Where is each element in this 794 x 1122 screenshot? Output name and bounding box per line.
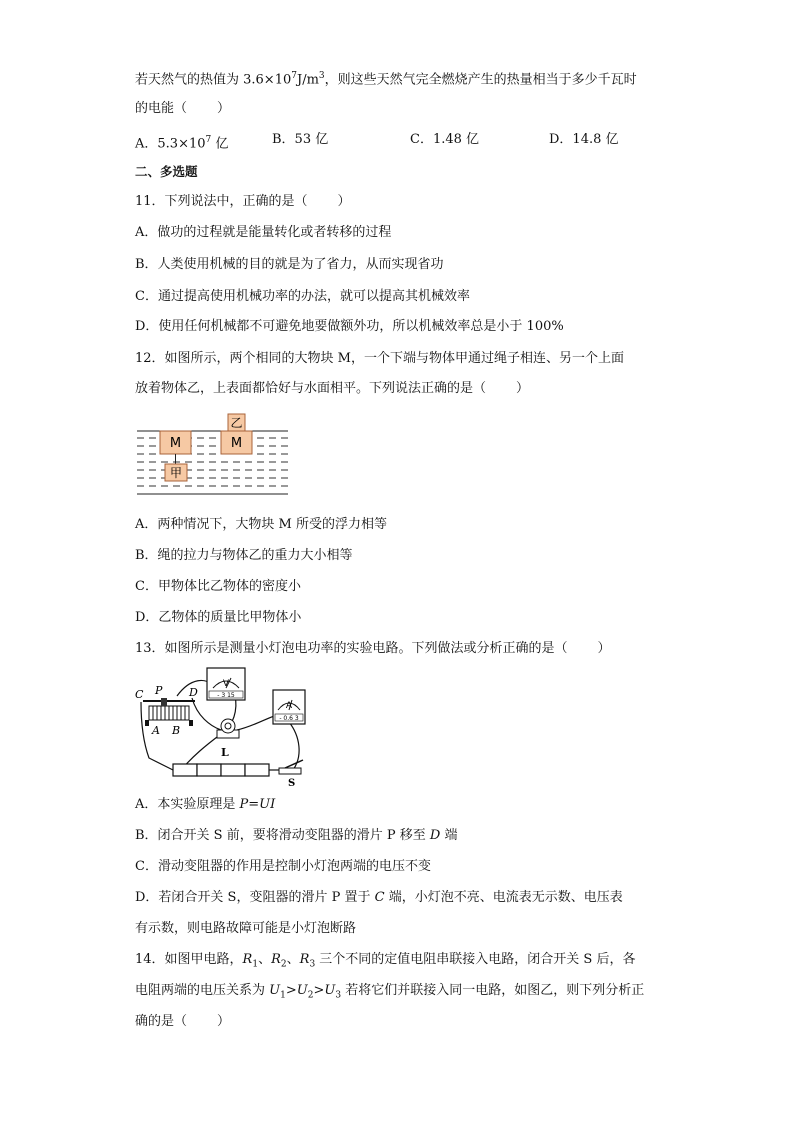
q11-text: 11．下列说法中，正确的是（ (135, 194, 308, 209)
q14-text: 、 (258, 952, 272, 967)
label-c: C (135, 688, 144, 701)
q12-option-a[interactable]: A．两种情况下，大物块 M 所受的浮力相等 (135, 517, 387, 532)
q10-option-d[interactable]: D．14.8 亿 (549, 132, 619, 147)
q10-text: 若天然气的热值为 3.6×10 (135, 72, 292, 88)
q13-italic: D (429, 828, 441, 843)
q14-text: 若将它们并联接入同一电路，如图乙，则下列分析正 (341, 983, 645, 998)
q13-option-text: 端，小灯泡不亮、电流表无示数、电压表 (384, 890, 623, 905)
q10-option-a[interactable] (135, 131, 228, 153)
block-m-right-label: M (230, 436, 243, 451)
q13-text: ） (597, 641, 611, 656)
label-s: S (288, 778, 296, 788)
switch (279, 760, 303, 774)
q13-figure-circuit (135, 666, 315, 788)
q12-option-d[interactable]: D．乙物体的质量比甲物体小 (135, 610, 302, 625)
q13-option-b[interactable] (135, 827, 457, 845)
q10-line-2 (135, 100, 230, 118)
battery-pack (173, 764, 277, 776)
q14-text: 确的是（ (135, 1014, 188, 1029)
q10-text: ） (217, 101, 231, 116)
voltmeter-symbol: V (222, 679, 230, 689)
label-p: P (155, 684, 163, 697)
q12-text: 放着物体乙，上表面都恰好与水面相平。下列说法正确的是（ (135, 381, 487, 396)
q13-option-text: A．本实验原理是 (135, 797, 240, 812)
q14-text: 电阻两端的电压关系为 (135, 983, 270, 998)
label-l: L (221, 746, 229, 759)
q10-sup: 7 (205, 135, 212, 145)
q13-option-text: 端 (440, 828, 458, 843)
q13-formula: P=UI (239, 797, 276, 812)
q13-option-d[interactable] (135, 889, 623, 907)
q11-option-a[interactable]: A．做功的过程就是能量转化或者转移的过程 (135, 225, 392, 240)
q14-text: > (285, 983, 297, 998)
q10-text: J/m (296, 72, 319, 88)
q14-sub: 3 (335, 990, 342, 1001)
q10-option-b[interactable]: B．53 亿 (272, 132, 329, 147)
q13-option-d-cont: 有示数，则电路故障可能是小灯泡断路 (135, 921, 357, 936)
q14-text: ） (217, 1014, 231, 1029)
q13-text: 13．如图所示是测量小灯泡电功率的实验电路。下列做法或分析正确的是（ (135, 641, 568, 656)
rheostat (143, 698, 195, 726)
q14-sub: 2 (280, 959, 287, 970)
q13-option-text: B．闭合开关 S 前，要将滑动变阻器的滑片 P 移至 (135, 828, 430, 843)
q12-option-c[interactable]: C．甲物体比乙物体的密度小 (135, 579, 301, 594)
q14-var: R (271, 952, 281, 967)
q14-var: R (242, 952, 253, 967)
block-m-left-label: M (169, 436, 182, 451)
q10-option-text: 亿 (211, 136, 229, 152)
q10-sup: 7 (291, 71, 297, 81)
q10-line-1 (135, 67, 637, 89)
light-bulb (217, 719, 239, 738)
ammeter-symbol: A (285, 701, 293, 711)
q14-var: U (296, 983, 308, 998)
q14-stem-1 (135, 951, 635, 974)
q14-var: U (324, 983, 336, 998)
q14-text: 三个不同的定值电阻串联接入电路，闭合开关 S 后，各 (315, 952, 636, 967)
q14-text: > (313, 983, 325, 998)
q11-stem (135, 193, 351, 211)
q14-sub: 2 (307, 990, 314, 1001)
q13-option-a[interactable] (135, 796, 275, 814)
q14-text: 14．如图甲电路， (135, 952, 243, 967)
q10-option-text: A．5.3×10 (135, 136, 206, 152)
q12-option-b[interactable]: B．绳的拉力与物体乙的重力大小相等 (135, 548, 353, 563)
q13-stem (135, 640, 611, 658)
q14-stem-2 (135, 982, 644, 1005)
q14-sub: 1 (252, 959, 259, 970)
q10-sup: 3 (318, 71, 325, 81)
q14-sub: 1 (280, 990, 286, 1001)
q14-var: R (299, 952, 310, 967)
q12-stem-1: 12．如图所示，两个相同的大物块 M，一个下端与物体甲通过绳子相连、另一个上面 (135, 351, 624, 366)
q13-option-text: D．若闭合开关 S，变阻器的滑片 P 置于 (135, 890, 375, 905)
q12-figure-water-tank (135, 412, 290, 498)
q10-option-c[interactable]: C．1.48 亿 (410, 132, 480, 147)
label-b: B (172, 724, 181, 737)
section-heading: 二、多选题 (135, 164, 198, 179)
q12-text: ） (516, 381, 530, 396)
q11-option-c[interactable]: C．通过提高使用机械功率的办法，就可以提高其机械效率 (135, 289, 470, 304)
q14-var: U (269, 983, 281, 998)
object-yi-label: 乙 (230, 416, 243, 430)
q14-text: 、 (286, 952, 300, 967)
q12-stem-2 (135, 380, 529, 398)
q14-sub: 3 (309, 959, 316, 970)
label-a: A (152, 724, 160, 737)
label-d: D (189, 686, 198, 699)
q14-stem-3 (135, 1013, 230, 1031)
q13-italic: C (374, 890, 385, 905)
q10-text: 的电能（ (135, 101, 188, 116)
q10-text: ，则这些天然气完全燃烧产生的热量相当于多少千瓦时 (324, 72, 637, 88)
q11-text: ） (337, 194, 351, 209)
object-jia-label: 甲 (169, 466, 183, 480)
q13-option-c[interactable]: C．滑动变阻器的作用是控制小灯泡两端的电压不变 (135, 859, 431, 874)
voltmeter-terminals: - 3 15 (217, 692, 235, 699)
ammeter-terminals: - 0.6 3 (279, 715, 299, 722)
q11-option-b[interactable]: B．人类使用机械的目的就是为了省力，从而实现省功 (135, 257, 444, 272)
q11-option-d[interactable]: D．使用任何机械都不可避免地要做额外功，所以机械效率总是小于 100% (135, 319, 564, 334)
